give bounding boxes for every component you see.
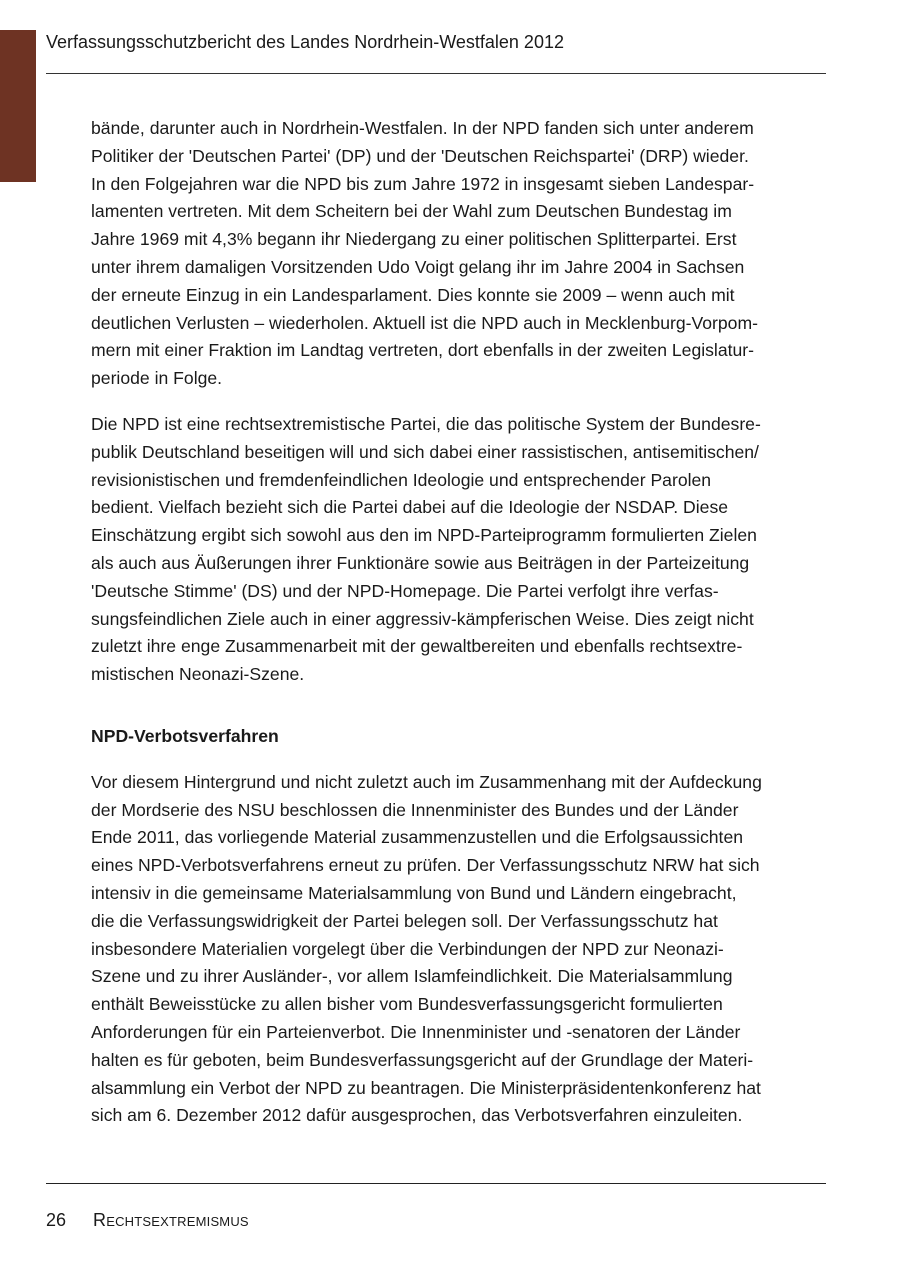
text-line: 'Deutsche Stimme' (DS) und der NPD-Homepage. Die Partei verfolgt ihre verfas- [91,580,719,601]
paragraph-verbotsverfahren [91,769,828,1130]
text-line: enthält Beweisstücke zu allen bisher vom Bundesverfassungsgericht formulierten [91,994,723,1015]
text-line: mistischen Neonazi-Szene. [91,664,305,685]
text-line: sich am 6. Dezember 2012 dafür ausgesprochen, das Verbotsverfahren einzuleiten. [91,1105,743,1126]
body-text [91,115,828,1130]
text-line: halten es für geboten, beim Bundesverfassungsgericht auf der Grundlage der Materi- [91,1049,754,1070]
paragraph-npd-history [91,115,828,393]
text-line: intensiv in die gemeinsame Materialsammlung von Bund und Ländern eingebracht, [91,882,737,903]
text-line: zuletzt ihre enge Zusammenarbeit mit der gewaltbereiten und ebenfalls rechtsextre- [91,636,743,657]
text-line: die die Verfassungswidrigkeit der Partei belegen soll. Der Verfassungsschutz hat [91,910,718,931]
text-line: lamenten vertreten. Mit dem Scheitern bei der Wahl zum Deutschen Bundestag im [91,201,732,222]
page-number: 26 [46,1210,67,1230]
text-line: Einschätzung ergibt sich sowohl aus den im NPD-Parteiprogramm formulierten Zielen [91,525,757,546]
text-line: sungsfeindlichen Ziele auch in einer aggressiv-kämpferischen Weise. Dies zeigt nicht [91,608,754,629]
chapter-title: Rechtsextremismus [93,1210,249,1230]
text-line: eines NPD-Verbotsverfahrens erneut zu prüfen. Der Verfassungsschutz NRW hat sich [91,855,760,876]
page-footer [46,1209,249,1231]
text-line: alsammlung ein Verbot der NPD zu beantragen. Die Ministerpräsidentenkonferenz hat [91,1077,761,1098]
section-heading: NPD-Verbotsverfahren [91,725,279,746]
paragraph-npd-assessment [91,411,828,689]
text-line: Jahre 1969 mit 4,3% begann ihr Niedergang zu einer politischen Splitterpartei. Erst [91,229,737,250]
text-line: bedient. Vielfach bezieht sich die Partei dabei auf die Ideologie der NSDAP. Diese [91,497,729,518]
text-line: mern mit einer Fraktion im Landtag vertreten, dort ebenfalls in der zweiten Legislatur- [91,340,755,361]
text-line: Politiker der 'Deutschen Partei' (DP) und der 'Deutschen Reichspartei' (DRP) wieder. [91,145,749,166]
text-line: publik Deutschland beseitigen will und sich dabei einer rassistischen, antisemitischen/ [91,441,759,462]
text-line: Vor diesem Hintergrund und nicht zuletzt auch im Zusammenhang mit der Aufdeckung [91,771,762,792]
text-line: insbesondere Materialien vorgelegt über die Verbindungen der NPD zur Neonazi- [91,938,724,959]
text-line: deutlichen Verlusten – wiederholen. Aktuell ist die NPD auch in Mecklenburg-Vorpom- [91,312,758,333]
header-divider [46,73,826,74]
text-line: bände, darunter auch in Nordrhein-Westfalen. In der NPD fanden sich unter anderem [91,118,754,138]
chapter-color-tab [0,30,36,182]
text-line: der Mordserie des NSU beschlossen die Innenminister des Bundes und der Länder [91,799,739,820]
text-line: unter ihrem damaligen Vorsitzenden Udo Voigt gelang ihr im Jahre 2004 in Sachsen [91,256,745,277]
text-line: Szene und zu ihrer Ausländer-, vor allem Islamfeindlichkeit. Die Materialsammlung [91,966,733,987]
text-line: Die NPD ist eine rechtsextremistische Partei, die das politische System der Bundesre- [91,413,761,434]
text-line: periode in Folge. [91,368,223,389]
text-line: Ende 2011, das vorliegende Material zusammenzustellen und die Erfolgsaussichten [91,827,744,848]
text-line: revisionistischen und fremdenfeindlichen Ideologie und entsprechender Parolen [91,469,712,490]
text-line: der erneute Einzug in ein Landesparlament. Dies konnte sie 2009 – wenn auch mit [91,284,735,305]
text-line: als auch aus Äußerungen ihrer Funktionäre sowie aus Beiträgen in der Parteizeitung [91,552,750,573]
footer-divider [46,1183,826,1184]
running-header-title: Verfassungsschutzbericht des Landes Nordrhein-Westfalen 2012 [46,32,564,52]
text-line: In den Folgejahren war die NPD bis zum Jahre 1972 in insgesamt sieben Landespar- [91,173,755,194]
text-line: Anforderungen für ein Parteienverbot. Die Innenminister und -senatoren der Länder [91,1021,741,1042]
